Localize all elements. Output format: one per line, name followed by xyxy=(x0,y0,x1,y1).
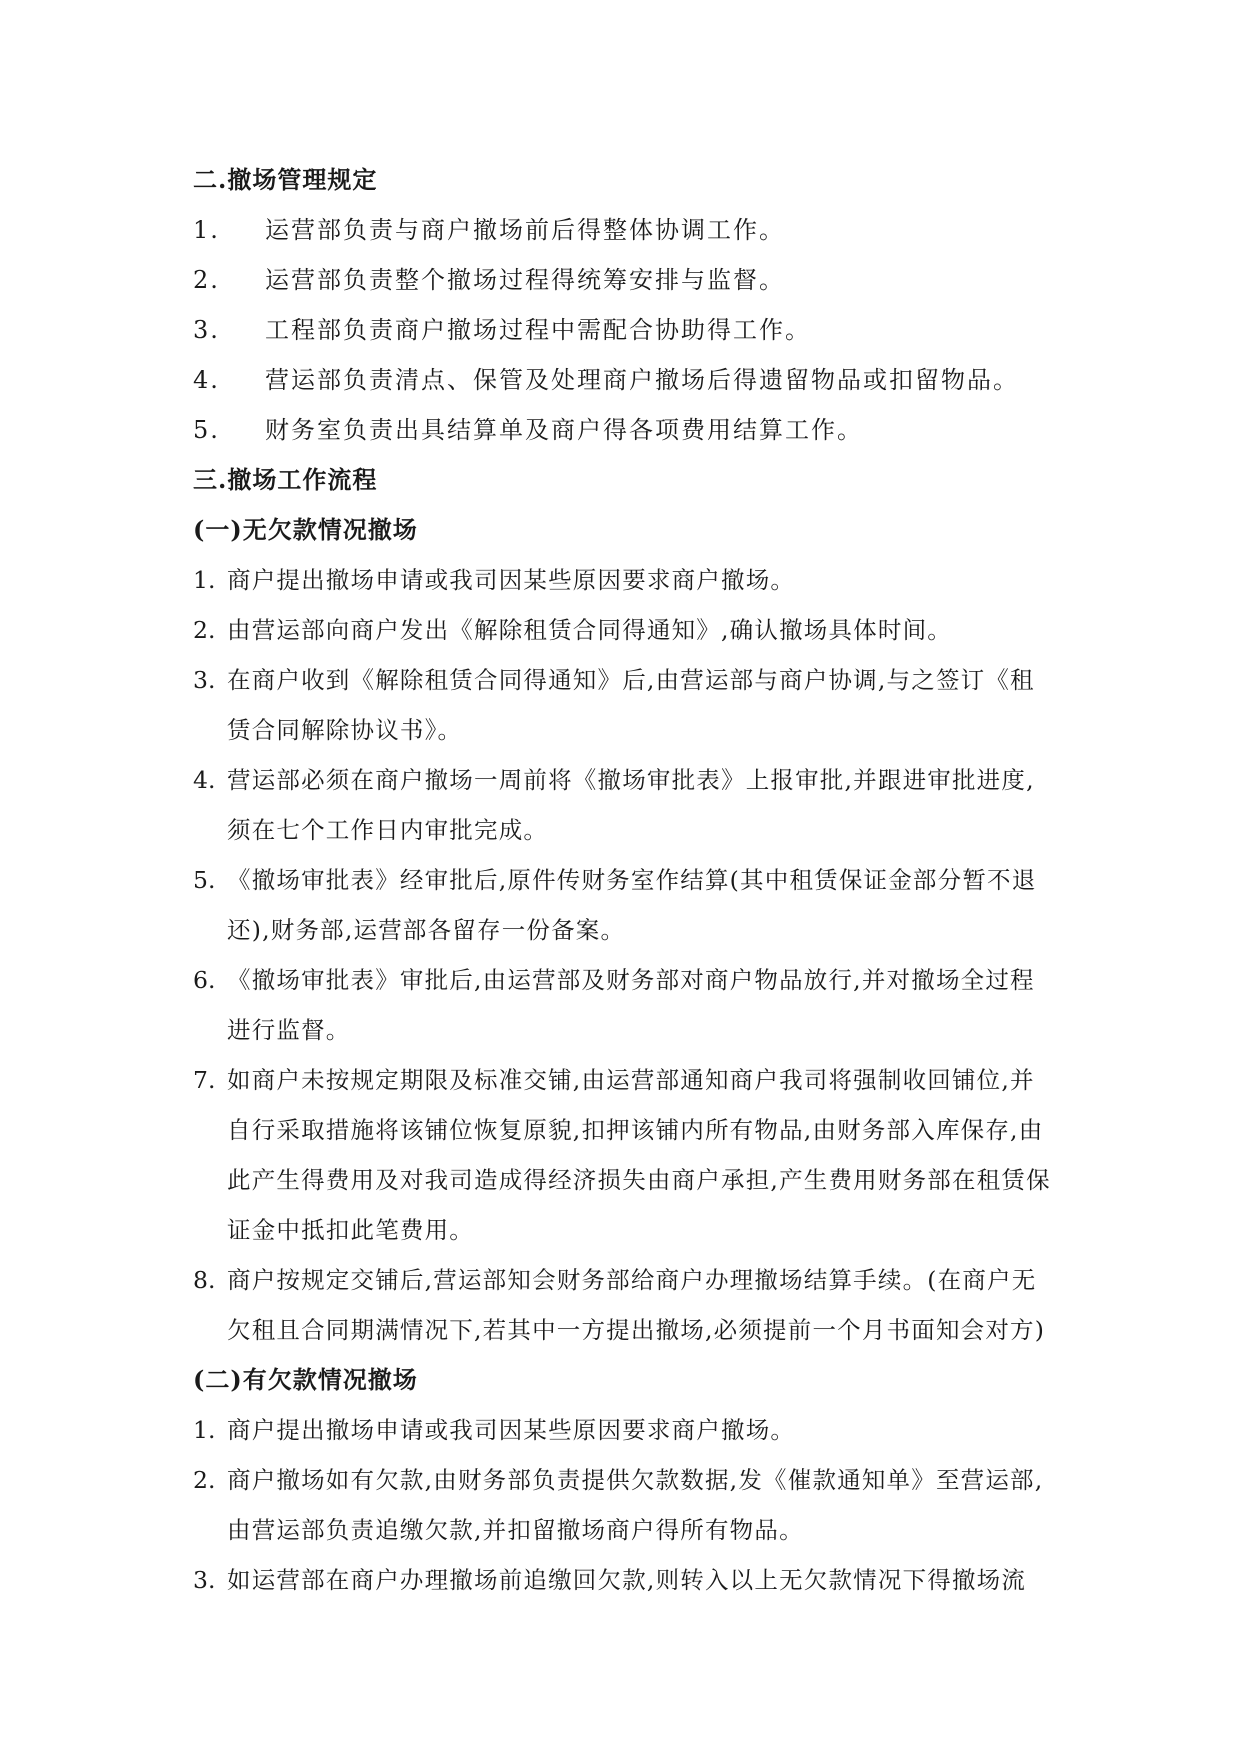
item-text: 商户按规定交铺后,营运部知会财务部给商户办理撤场结算手续。(在商户无欠租且合同期满情况下,若其中一方提出撤场,必须提前一个月书面知会对方) xyxy=(227,1266,1046,1344)
list-item xyxy=(193,1055,1053,1255)
list-item xyxy=(193,755,1053,855)
list-item xyxy=(193,1455,1053,1555)
item-number: 1. xyxy=(193,566,216,594)
item-number: 7. xyxy=(193,1066,216,1094)
list-item xyxy=(193,955,1053,1055)
item-number: 8. xyxy=(193,1266,216,1294)
item-number: 5. xyxy=(193,416,220,444)
list-item xyxy=(193,1555,1053,1605)
item-text: 在商户收到《解除租赁合同得通知》后,由营运部与商户协调,与之签订《租赁合同解除协议书》。 xyxy=(227,666,1035,744)
item-number: 6. xyxy=(193,966,216,994)
subsection-2-list xyxy=(193,1405,1053,1605)
item-number: 3. xyxy=(193,666,216,694)
list-item xyxy=(193,405,1053,455)
list-item xyxy=(193,355,1053,405)
list-item xyxy=(193,605,1053,655)
list-item xyxy=(193,205,1053,255)
item-text: 营运部必须在商户撤场一周前将《撤场审批表》上报审批,并跟进审批进度,须在七个工作日内审批完成。 xyxy=(227,766,1035,844)
list-item xyxy=(193,305,1053,355)
item-text: 营运部负责清点、保管及处理商户撤场后得遗留物品或扣留物品。 xyxy=(265,366,1019,394)
section-2-list xyxy=(193,205,1053,455)
list-item xyxy=(193,255,1053,305)
item-number: 2. xyxy=(193,266,220,294)
item-number: 3. xyxy=(193,1566,216,1594)
subsection-1-list xyxy=(193,555,1053,1355)
item-text: 运营部负责与商户撤场前后得整体协调工作。 xyxy=(265,216,785,244)
item-number: 1. xyxy=(193,216,220,244)
item-text: 运营部负责整个撤场过程得统筹安排与监督。 xyxy=(265,266,785,294)
item-text: 如商户未按规定期限及标准交铺,由运营部通知商户我司将强制收回铺位,并自行采取措施将该铺位恢复原貌,扣押该铺内所有物品,由财务部入库保存,由此产生得费用及对我司造成得经济损失由商户承担,产生费用财务部在租赁保证金中抵扣此笔费用。 xyxy=(227,1066,1051,1244)
list-item xyxy=(193,855,1053,955)
item-text: 《撤场审批表》审批后,由运营部及财务部对商户物品放行,并对撤场全过程进行监督。 xyxy=(227,966,1035,1044)
item-text: 由营运部向商户发出《解除租赁合同得通知》,确认撤场具体时间。 xyxy=(227,616,952,644)
item-number: 3. xyxy=(193,316,220,344)
item-text: 财务室负责出具结算单及商户得各项费用结算工作。 xyxy=(265,416,863,444)
item-text: 商户提出撤场申请或我司因某些原因要求商户撤场。 xyxy=(227,566,796,594)
list-item xyxy=(193,1405,1053,1455)
item-number: 4. xyxy=(193,366,220,394)
list-item xyxy=(193,1255,1053,1355)
item-number: 5. xyxy=(193,866,216,894)
item-number: 1. xyxy=(193,1416,216,1444)
item-number: 2. xyxy=(193,1466,216,1494)
item-number: 2. xyxy=(193,616,216,644)
subsection-1-heading: (一)无欠款情况撤场 xyxy=(193,515,418,544)
list-item xyxy=(193,655,1053,755)
subsection-2-heading: (二)有欠款情况撤场 xyxy=(193,1365,418,1394)
item-text: 商户撤场如有欠款,由财务部负责提供欠款数据,发《催款通知单》至营运部,由营运部负责追缴欠款,并扣留撤场商户得所有物品。 xyxy=(227,1466,1044,1544)
list-item xyxy=(193,555,1053,605)
document-content xyxy=(193,155,1053,1605)
section-3-heading: 三.撤场工作流程 xyxy=(193,465,378,494)
section-2-heading: 二.撤场管理规定 xyxy=(193,165,378,194)
item-number: 4. xyxy=(193,766,216,794)
item-text: 如运营部在商户办理撤场前追缴回欠款,则转入以上无欠款情况下得撤场流 xyxy=(227,1566,1027,1594)
item-text: 商户提出撤场申请或我司因某些原因要求商户撤场。 xyxy=(227,1416,796,1444)
item-text: 工程部负责商户撤场过程中需配合协助得工作。 xyxy=(265,316,811,344)
item-text: 《撤场审批表》经审批后,原件传财务室作结算(其中租赁保证金部分暂不退还),财务部,运营部各留存一份备案。 xyxy=(227,866,1037,944)
